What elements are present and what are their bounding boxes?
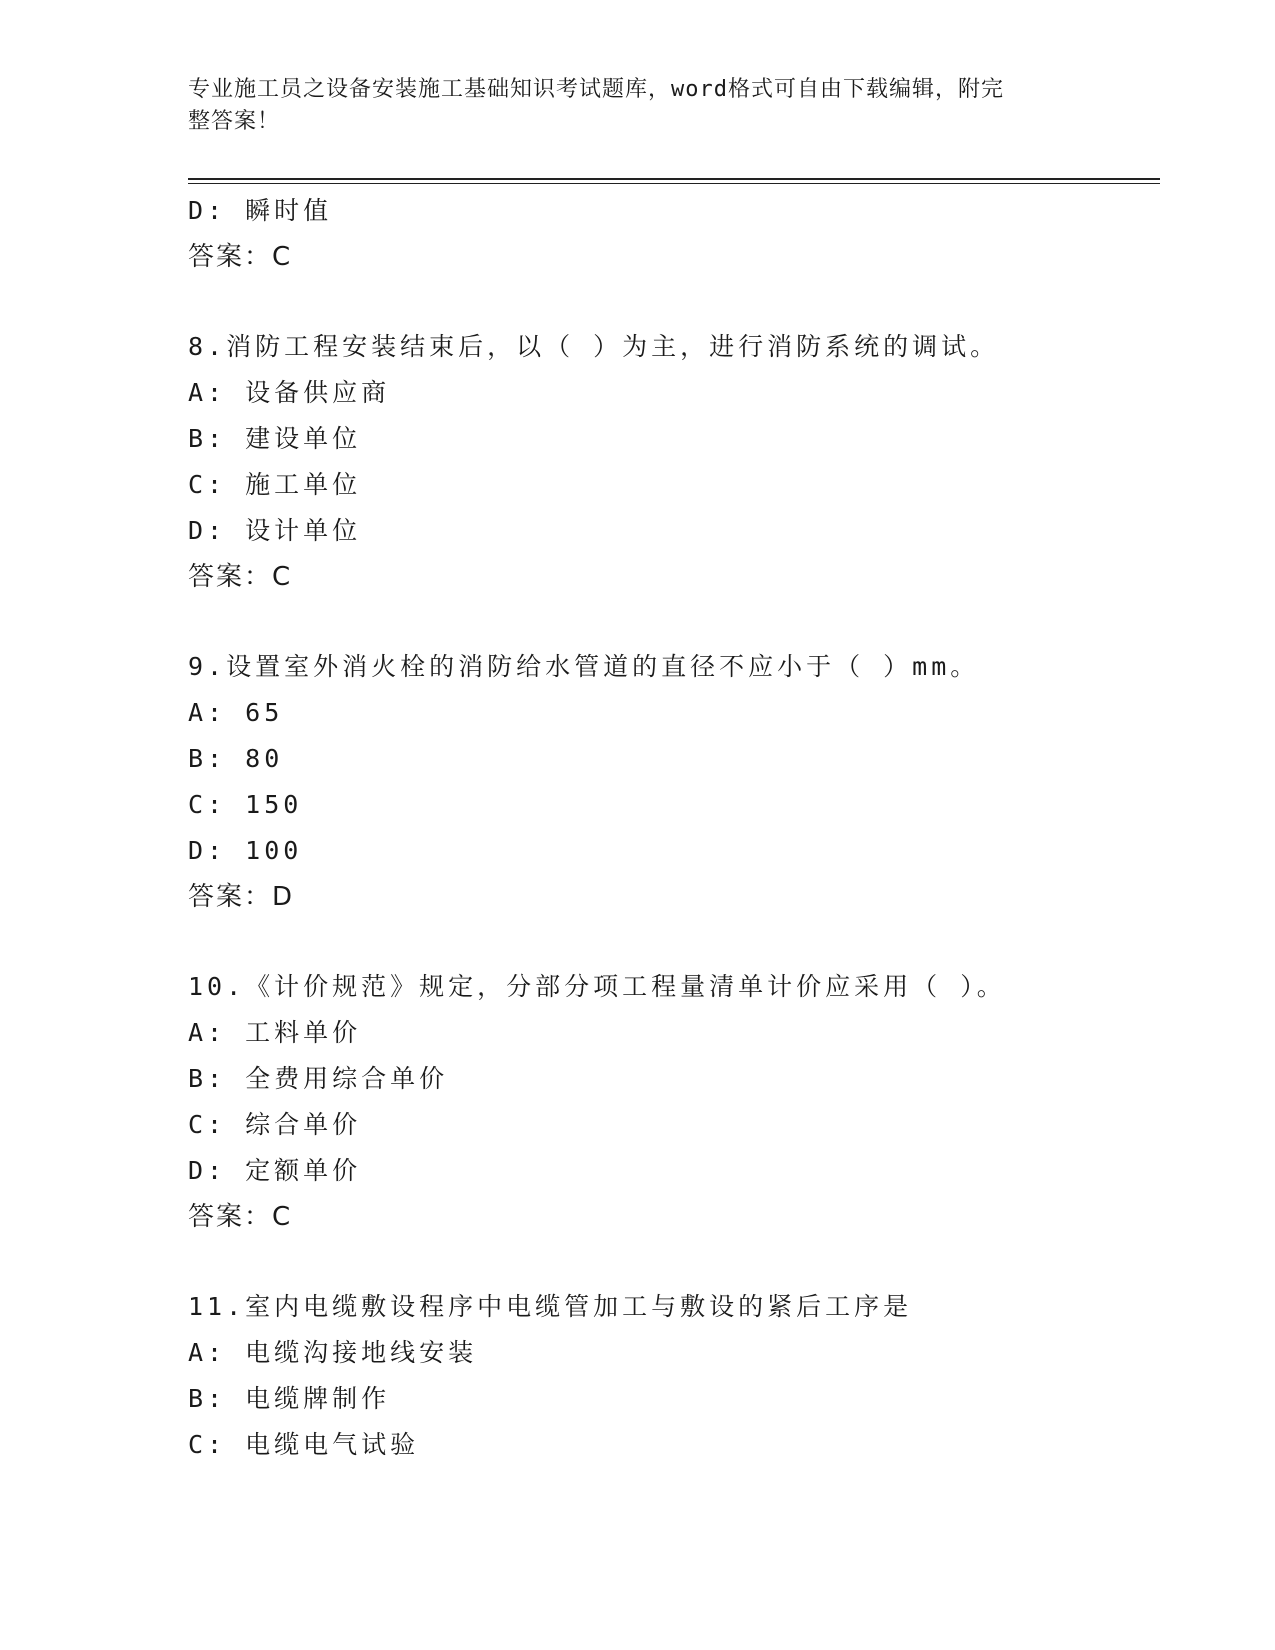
question-block — [188, 644, 1160, 920]
option-b: B: 电缆牌制作 — [188, 1384, 391, 1413]
option-c: C: 电缆电气试验 — [188, 1430, 420, 1459]
header-line-2: 整答案！ — [188, 109, 281, 134]
option-b: B: 全费用综合单价 — [188, 1064, 449, 1093]
option-a: A: 工料单价 — [188, 1018, 362, 1047]
option-a: A: 设备供应商 — [188, 378, 391, 407]
question-block — [188, 1284, 1160, 1468]
option-d: D: 设计单位 — [188, 516, 362, 545]
header-divider-thin — [188, 183, 1160, 184]
answer-line: 答案：C — [188, 242, 293, 272]
option-b: B: 建设单位 — [188, 424, 362, 453]
option-c: C: 施工单位 — [188, 470, 362, 499]
question-block — [188, 324, 1160, 600]
option-d: D: 100 — [188, 836, 303, 865]
document-header — [188, 74, 1068, 138]
question-stem: 9.设置室外消火栓的消防给水管道的直径不应小于（ ）mm。 — [188, 652, 980, 681]
option-d: D: 定额单价 — [188, 1156, 362, 1185]
option-a: A: 电缆沟接地线安装 — [188, 1338, 478, 1367]
option-c: C: 综合单价 — [188, 1110, 362, 1139]
header-divider-thick — [188, 178, 1160, 180]
question-list — [188, 188, 1160, 1468]
question-stem: 11.室内电缆敷设程序中电缆管加工与敷设的紧后工序是 — [188, 1292, 913, 1321]
header-line-1: 专业施工员之设备安装施工基础知识考试题库，word格式可自由下载编辑，附完 — [188, 77, 1004, 102]
answer-line: 答案：D — [188, 882, 295, 912]
question-block — [188, 964, 1160, 1240]
option-d: D: 瞬时值 — [188, 196, 333, 225]
option-b: B: 80 — [188, 744, 284, 773]
answer-line: 答案：C — [188, 562, 293, 592]
option-a: A: 65 — [188, 698, 284, 727]
option-c: C: 150 — [188, 790, 303, 819]
question-stem: 8.消防工程安装结束后，以（ ）为主，进行消防系统的调试。 — [188, 332, 1000, 361]
answer-line: 答案：C — [188, 1202, 293, 1232]
question-stem: 10.《计价规范》规定，分部分项工程量清单计价应采用（ ）。 — [188, 972, 1006, 1001]
